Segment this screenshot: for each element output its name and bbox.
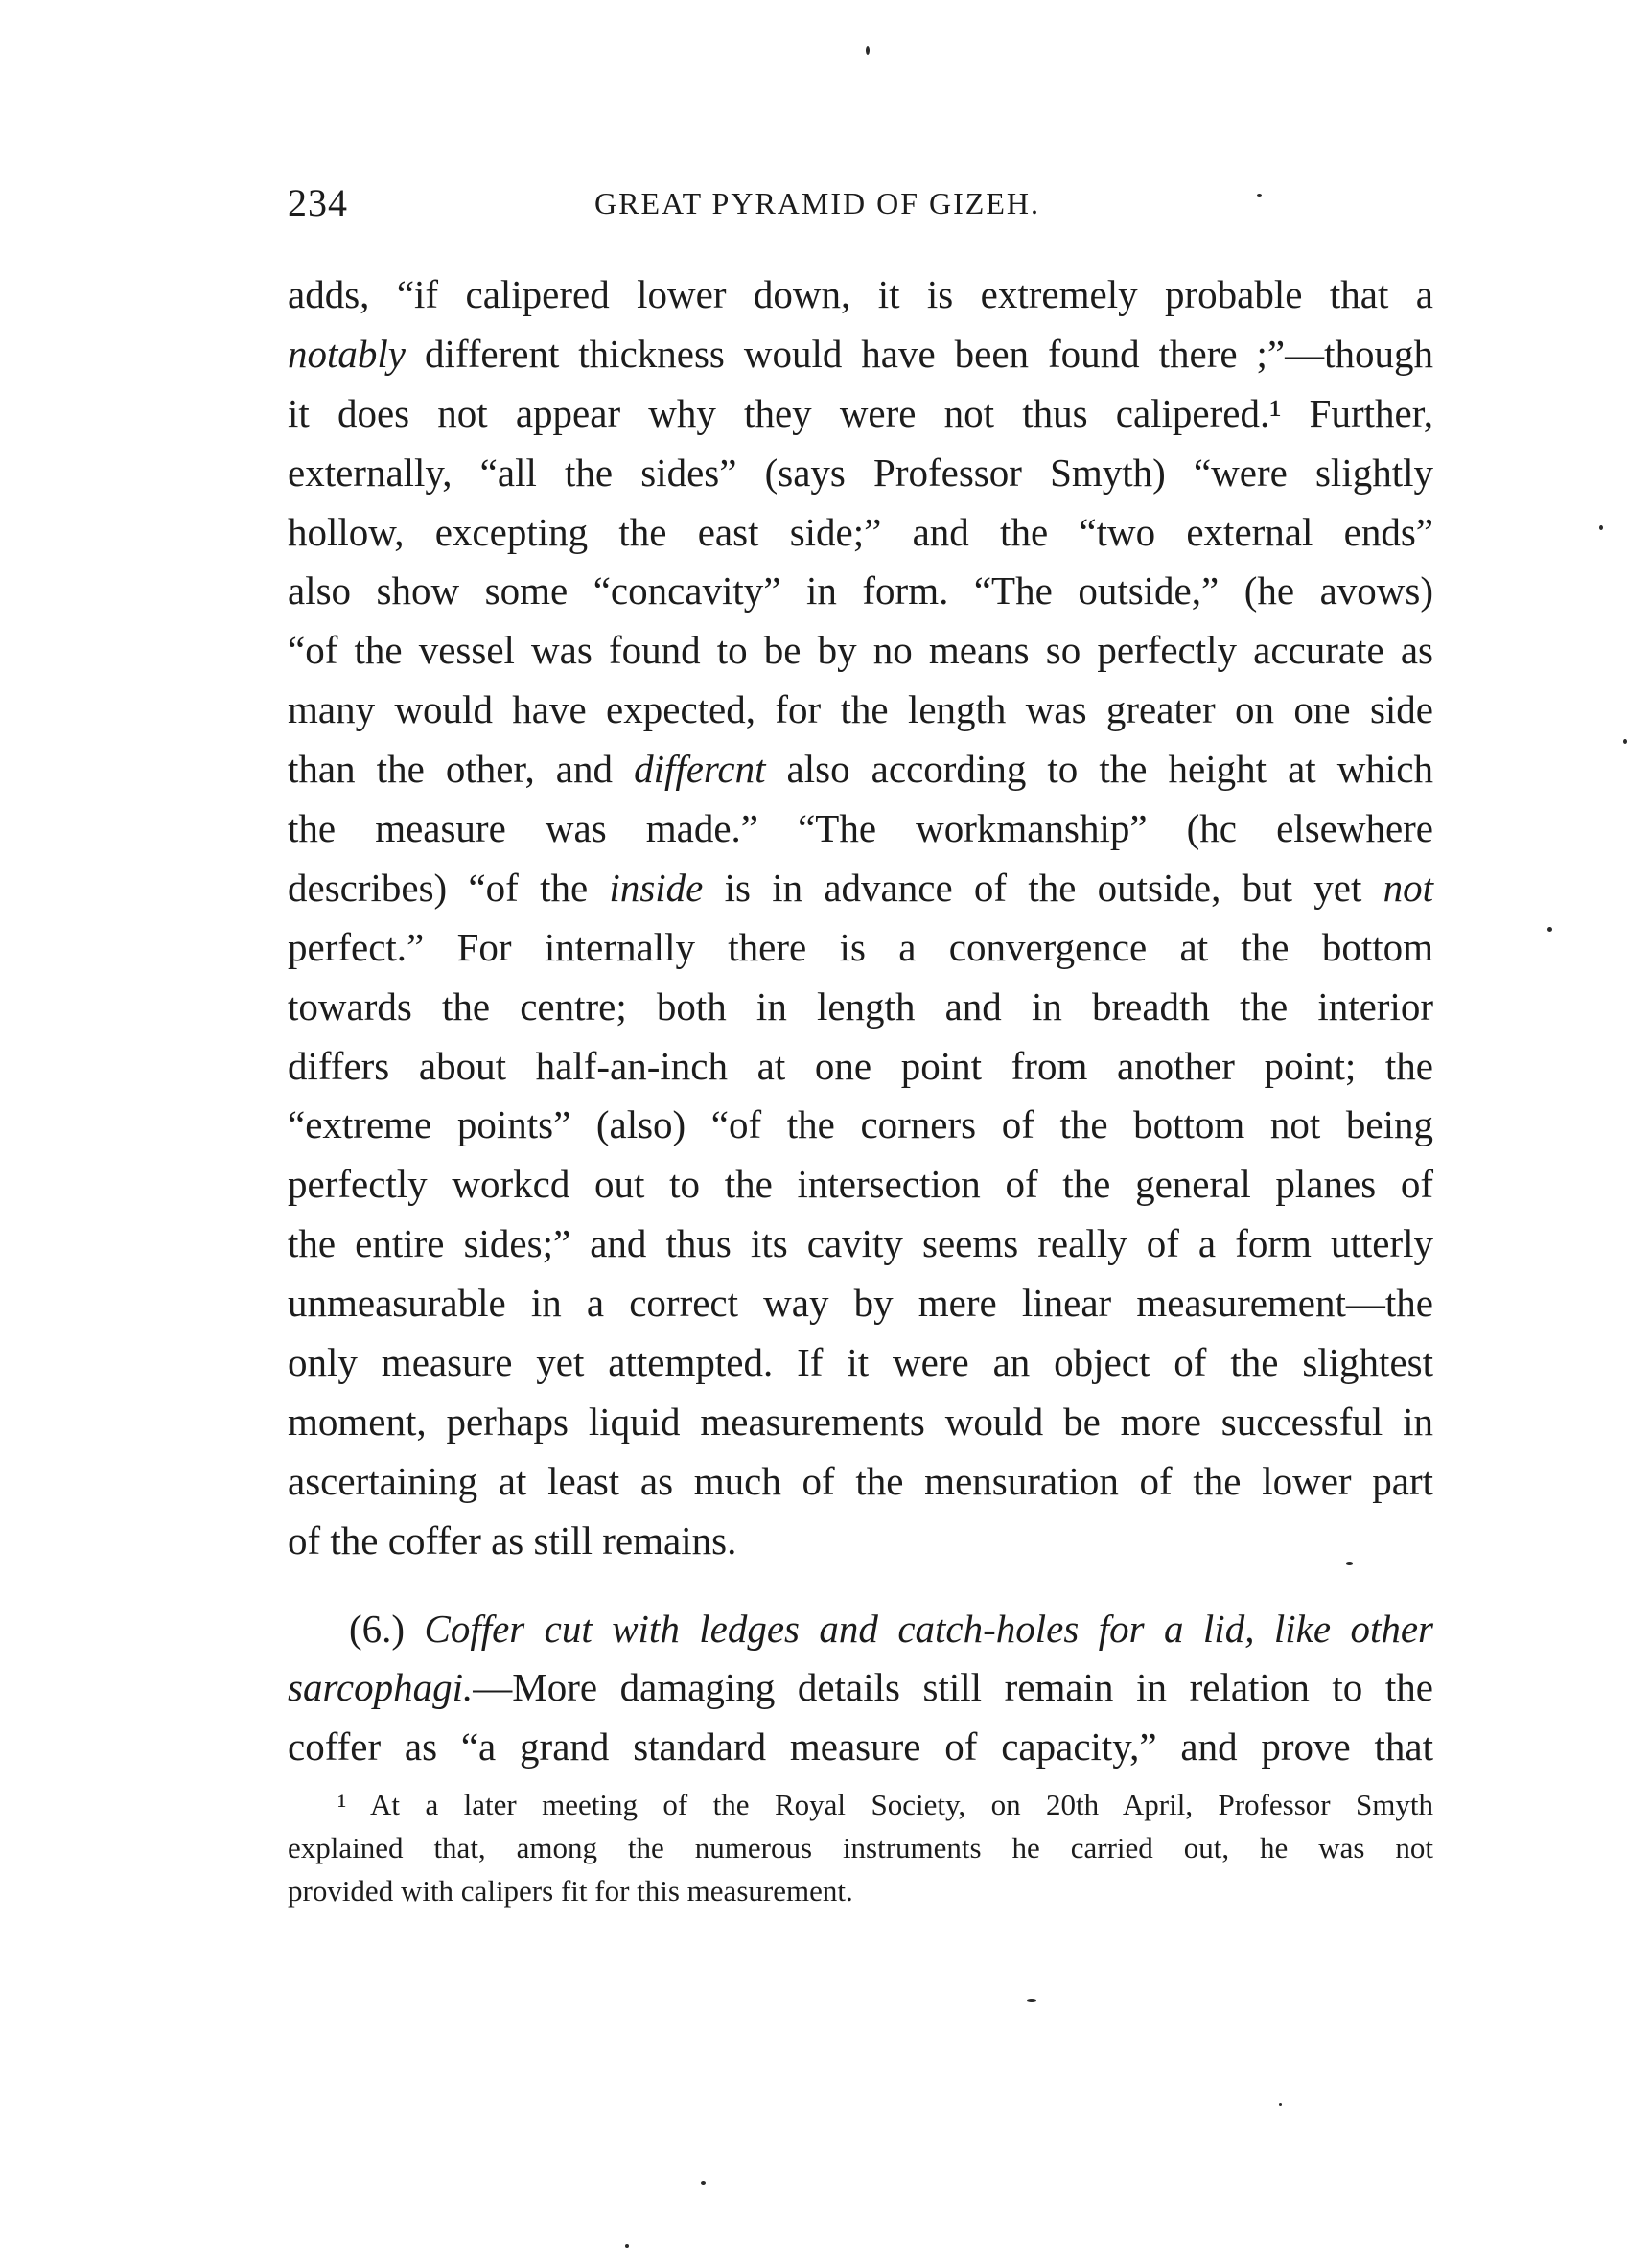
page-number: 234 (288, 181, 348, 224)
text-line: coffer as “a grand standard measure of capacity,” and prove that (288, 1724, 1433, 1770)
text-line: perfect.” For internally there is a convergence at the bottom (288, 924, 1433, 969)
page-header (288, 180, 1438, 238)
scan-speck (1346, 1562, 1353, 1565)
text-line (288, 859, 1433, 918)
italic-text: notably (288, 331, 406, 376)
italic-text: differcnt (634, 747, 766, 792)
text-line (288, 1658, 1433, 1718)
scan-speck (625, 2244, 629, 2248)
scan-speck (1279, 2103, 1282, 2106)
text-line: ascertaining at least as much of the mensuration of the lower part (288, 1458, 1433, 1503)
text-line: towards the centre; both in length and in breadth the interior (288, 984, 1433, 1029)
footnote-line: provided with calipers fit for this measurement. (288, 1874, 853, 1908)
scan-speck (1623, 739, 1627, 744)
text-line: also show some “concavity” in form. “The outside,” (he avows) (288, 568, 1433, 613)
text-span: also according to the height at which (765, 747, 1433, 792)
scan-speck (1257, 194, 1262, 197)
text-line: hollow, excepting the east side;” and the “two external ends” (288, 509, 1433, 554)
paragraph (288, 266, 1433, 1571)
italic-text: not (1383, 865, 1433, 910)
text-line (288, 325, 1433, 384)
scan-speck (1547, 927, 1552, 932)
footnote-line: explained that, among the numerous instruments he carried out, he was not (288, 1831, 1433, 1864)
italic-text: inside (609, 865, 704, 910)
text-span: than the other, and (288, 747, 635, 792)
section-heading: Coffer cut with ledges and catch-holes for a lid, like other (424, 1606, 1434, 1651)
text-line: differs about half-an-inch at one point from another point; the (288, 1043, 1433, 1088)
text-line: moment, perhaps liquid measurements would be more successful in (288, 1399, 1433, 1444)
footnote-line: ¹ At a later meeting of the Royal Society, on 20th April, Professor Smyth (337, 1788, 1433, 1821)
text-span: describes) “of the (288, 865, 610, 910)
paragraph-coffer-ledges (288, 1600, 1433, 1778)
text-span: is in advance of the outside, but yet (703, 865, 1383, 910)
text-line: unmeasurable in a correct way by mere linear measurement—the (288, 1281, 1433, 1326)
scan-speck (1027, 1999, 1036, 2002)
footnote (288, 1783, 1433, 1912)
text-line: adds, “if calipered lower down, it is extremely probable that a (288, 272, 1433, 316)
scan-speck (1599, 525, 1603, 530)
body-text (288, 266, 1433, 1777)
text-line: many would have expected, for the length was greater on one side (288, 687, 1433, 732)
text-line: externally, “all the sides” (says Professor Smyth) “were slightly (288, 450, 1433, 495)
text-line: “of the vessel was found to be by no means so perfectly accurate as (288, 628, 1433, 673)
text-line: “extreme points” (also) “of the corners of the bottom not being (288, 1102, 1433, 1147)
paragraph-gap (288, 1571, 1433, 1600)
text-span: different thickness would have been found there ;”—though (405, 331, 1433, 376)
section-number: (6.) (349, 1606, 425, 1651)
text-line: the entire sides;” and thus its cavity seems really of a form utterly (288, 1221, 1433, 1266)
section-heading: sarcophagi. (288, 1665, 474, 1710)
running-head: GREAT PYRAMID OF GIZEH. (594, 186, 1040, 220)
text-line: perfectly workcd out to the intersection of the general planes of (288, 1162, 1433, 1207)
scan-speck (866, 46, 870, 55)
text-line: of the coffer as still remains. (288, 1517, 737, 1562)
text-line (288, 740, 1433, 799)
text-line (288, 1600, 1433, 1659)
scan-speck (701, 2181, 706, 2185)
text-span: —More damaging details still remain in relation to the (473, 1665, 1433, 1710)
text-line: it does not appear why they were not thus calipered.¹ Further, (288, 390, 1433, 435)
text-line: the measure was made.” “The workmanship” (hc elsewhere (288, 806, 1433, 851)
text-line: only measure yet attempted. If it were an object of the slightest (288, 1340, 1433, 1385)
